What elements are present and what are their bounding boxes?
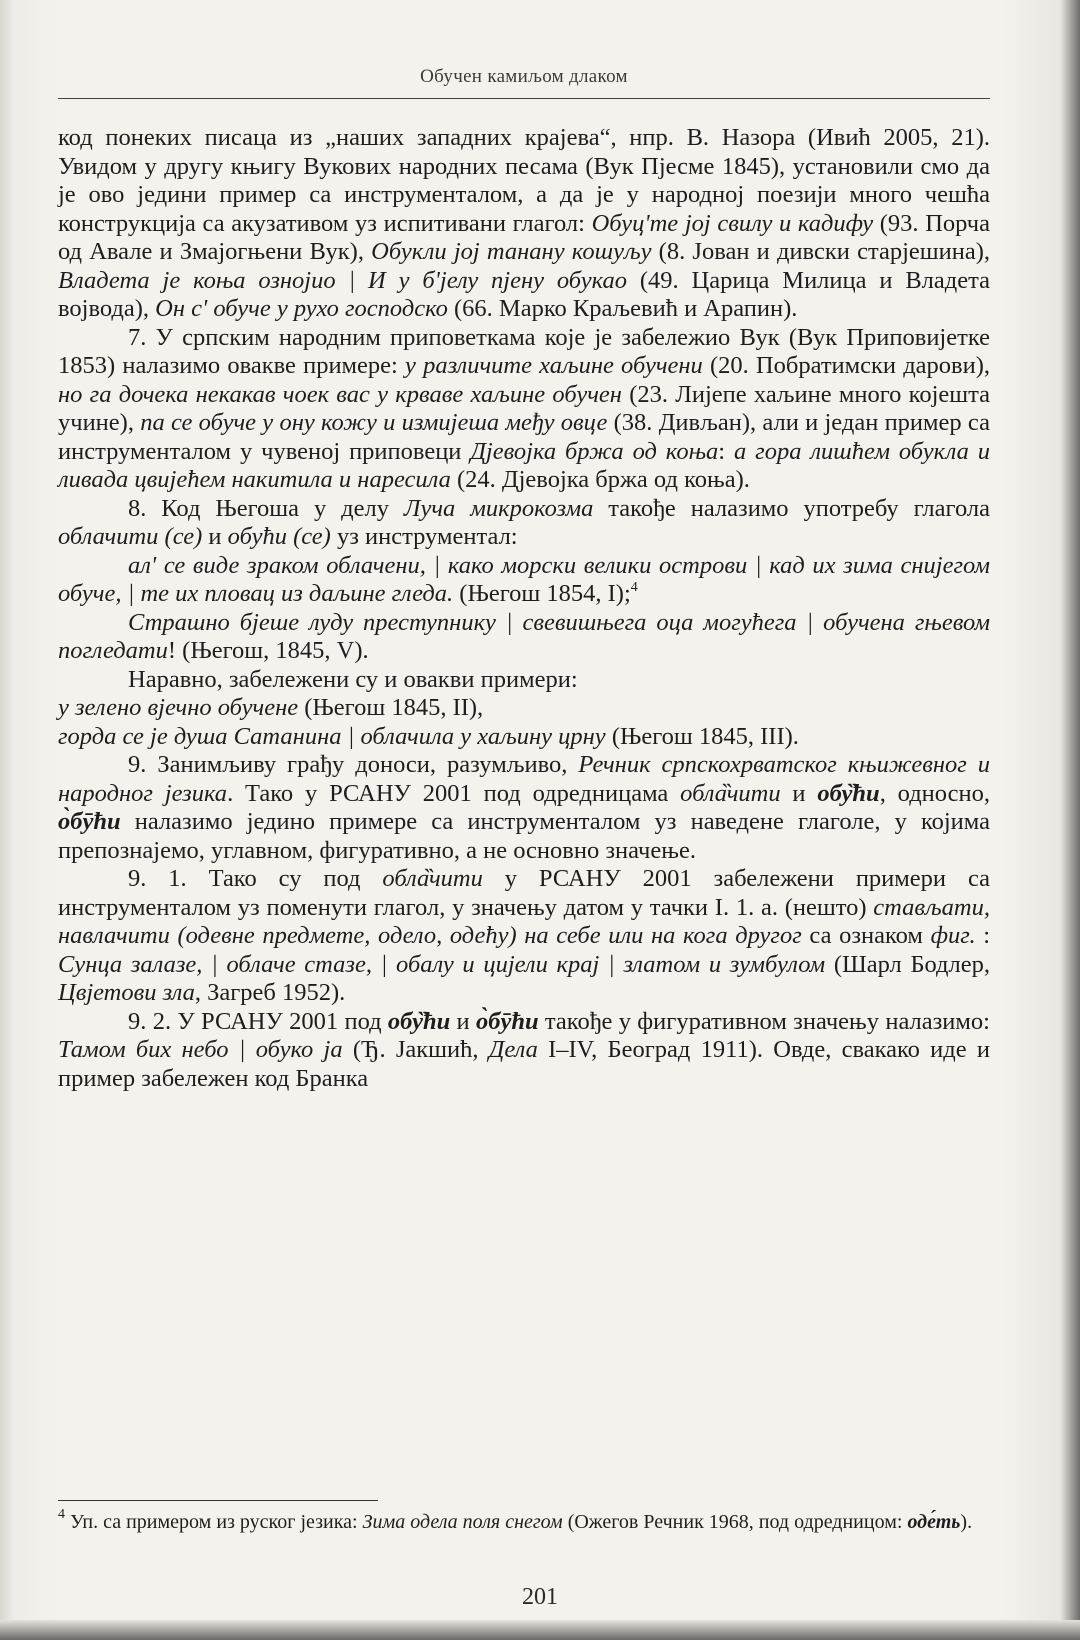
italic-run: Владета је коња ознојио | И у б'јелу пјену обукао <box>58 266 628 294</box>
italic-run: стављати, навлачити (одевне предмете, одело, одећу) на себе или на кога другог <box>58 893 990 949</box>
footnote <box>58 1507 990 1534</box>
italic-run: Луча микрокозма <box>403 494 594 522</box>
header-rule <box>58 98 990 99</box>
italic-run: фиг. <box>930 922 976 949</box>
bold-italic-headword: о̀бӯћи <box>58 808 121 835</box>
bold-italic-headword: оде́ть <box>907 1511 961 1533</box>
bold-italic-headword: обу̏ћи <box>817 779 880 807</box>
italic-run: горда се је душа Сатанина | облачила у хаљину црну <box>58 722 606 750</box>
italic-run: Речник српскохрватског књижевног и народног језика <box>58 751 991 807</box>
footnote-text: Уп. са примером из руског језика: Зима одела поля снегом (Ожегов Речник 1968, под одредницом: оде́ть). <box>65 1511 973 1533</box>
paragraph: 9. 1. Тако су под обла̏чити у РСАНУ 2001 забележени примери са инструменталом уз поменути глагол, у значењу датом у тачки I. 1. а. (нешто) стављати, навлачити (одевне предмете, одело, одећу) на себе или на кога другог са ознаком фиг. : Сунца залазе, | облаче стазе, | обалу и цијели крај | златом и зумбулом (Шарл Бодлер, Цвјетови зла, Загреб 1952). <box>58 865 991 1006</box>
running-header: Обучен камиљом длаком <box>420 66 628 87</box>
paragraph: код понеких писаца из „наших западних крајева“, нпр. В. Назора (Ивић 2005, 21). Увидом у другу књигу Вукових народних песама (Вук Пјесме 1845), установили смо да је ово једини пример са инструменталом, а да је у народној поезији много чешћа конструкција са акузативом уз испитивани глагол: Обуц'те јој свилу и кадифу (93. Порча од Авале и Змајогњени Вук), Обукли јој танану кошуљу (8. Јован и дивски старјешина), Владета је коња ознојио | И у б'јелу пјену обукао (49. Царица Милица и Владета војвода), Он с' обуче у рухо господско (66. Марко Краљевић и Арапин). <box>58 124 991 322</box>
italic-run: обла̏чити <box>680 779 781 807</box>
footnote-rule <box>58 1500 378 1501</box>
italic-run: облачити (се) <box>58 523 203 550</box>
italic-run: Обуц'те јој свилу и кадифу <box>591 209 874 237</box>
bold-italic-headword: о̀бӯћи <box>475 1007 539 1035</box>
paragraph: 9. Занимљиву грађу доноси, разумљиво, Речник српскохрватског књижевног и народног језика. Тако у РСАНУ 2001 под одредницама обла̏чити и обу̏ћи, односно, о̀бӯћи налазимо једино примере са инструменталом уз наведене глаголе, у којима препознајемо, углавном, фигуративно, а не основно значење. <box>58 751 991 864</box>
italic-run: Цвјетови зла <box>58 979 195 1006</box>
italic-run: Он с' обуче у рухо господско <box>155 295 448 322</box>
verse-quote: у зелено вјечно обучене (Његош 1845, II), <box>58 694 484 721</box>
italic-run: Сунца залазе, | облаче стазе, | обалу и цијели крај | златом и зумбулом <box>58 950 826 978</box>
paragraph: Наравно, забележени су и овакви примери: <box>128 665 578 693</box>
footnote-number: 4 <box>58 1507 65 1522</box>
bold-italic-headword: обу̏ћи <box>387 1007 451 1035</box>
italic-run: Обукли јој танану кошуљу <box>371 238 652 265</box>
italic-run: Зима одела поля снегом <box>362 1511 563 1533</box>
italic-run: Дела <box>488 1036 538 1063</box>
italic-run: ал' се виде зраком облачени, | како морски велики острови | кад их зима снијегом обуче, | те их пловац из даљине гледа. <box>58 551 990 607</box>
italic-run: но га дочека некакав чоек вас у крваве хаљине обучен <box>58 380 622 408</box>
page-number: 201 <box>522 1584 558 1610</box>
italic-run: Страшно бјеше луду преступнику | свевишњега оца могућега | обучена гњевом погледати <box>58 608 990 664</box>
paragraph: 8. Код Његоша у делу Луча микрокозма такође налазимо употребу глагола облачити (се) и обући (се) уз инструментал: <box>58 494 990 550</box>
italic-run: у зелено вјечно обучене <box>58 694 299 721</box>
footnote-marker: 4 <box>630 580 638 595</box>
italic-run: обући (се) <box>227 523 331 550</box>
verse-quote: ал' се виде зраком облачени, | како морски велики острови | кад их зима снијегом обуче, | те их пловац из даљине гледа. (Његош 1854, I);$^4$ <box>58 551 990 607</box>
italic-run: обла̏чити <box>382 865 483 892</box>
page-edge-shadow <box>0 1620 1080 1640</box>
verse-quote: Страшно бјеше луду преступнику | свевишњега оца могућега | обучена гњевом погледати! (Његош, 1845, V). <box>58 608 990 664</box>
italic-run: Дјевојка бржа од коња <box>470 437 719 465</box>
italic-run: у различите хаљине обучени <box>405 352 703 379</box>
paragraph: 7. У српским народним приповеткама које је забележио Вук (Вук Приповијетке 1853) налазимо овакве примере: у различите хаљине обучени (20. Побратимски дарови), но га дочека некакав чоек вас у крваве хаљине обучен (23. Лијепе хаљине много којешта учине), па се обуче у ону кожу и измијеша међу овце (38. Дивљан), али и један пример са инструменталом у чувеној приповеци Дјевојка бржа од коња: а гора лишћем обукла и ливада цвијећем накитила и наресила (24. Дјевојка бржа од коња). <box>58 323 991 493</box>
verse-quote: горда се је душа Сатанина | облачила у хаљину црну (Његош 1845, III). <box>58 722 799 750</box>
body-text <box>58 124 990 1093</box>
italic-run: Тамом бих небо | обуко ја <box>58 1036 343 1063</box>
paragraph: 9. 2. У РСАНУ 2001 под обу̏ћи и о̀бӯћи такође у фигуративном значењу налазимо: Тамом бих небо | обуко ја (Ђ. Јакшић, Дела I–IV, Београд 1911). Овде, свакако иде и пример забележен код Бранка <box>58 1007 990 1092</box>
italic-run: а гора лишћем обукла и ливада цвијећем накитила и наресила <box>58 437 990 493</box>
italic-run: па се обуче у ону кожу и измијеша међу овце <box>140 409 608 436</box>
